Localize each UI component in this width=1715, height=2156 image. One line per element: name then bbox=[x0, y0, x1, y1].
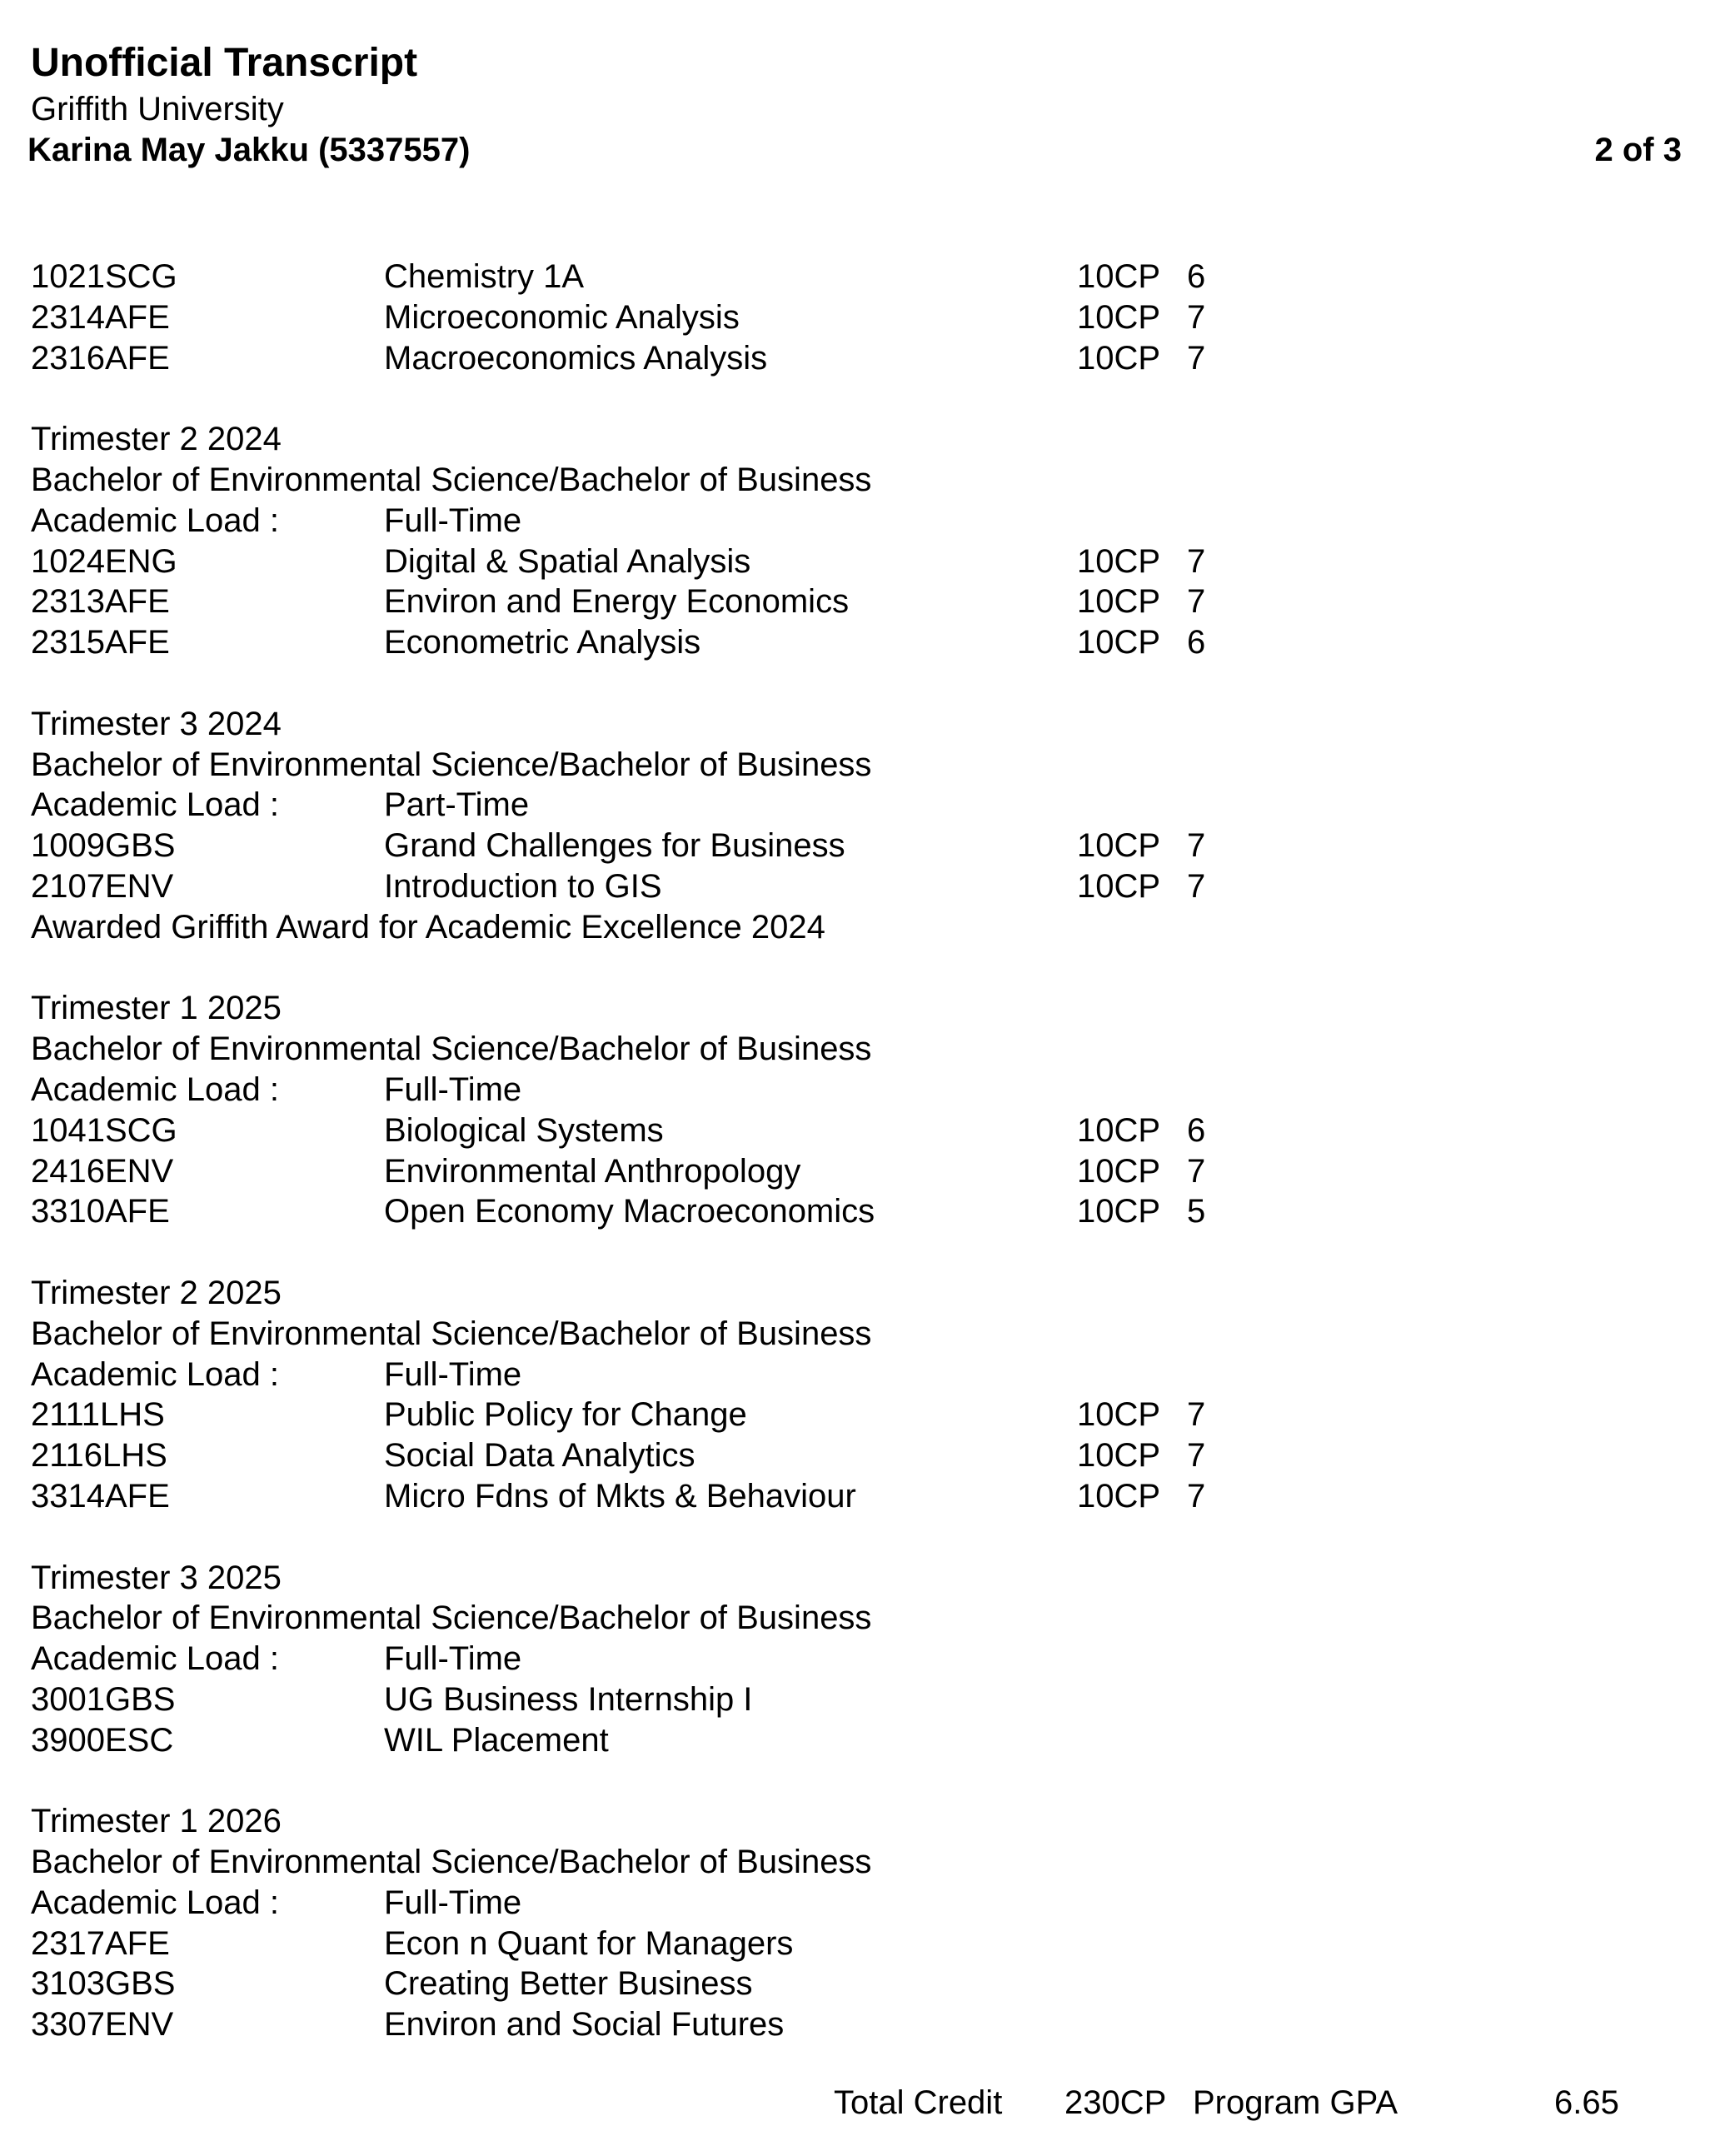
course-code: 2315AFE bbox=[31, 624, 170, 661]
course-code: 1024ENG bbox=[31, 542, 177, 580]
program-line bbox=[31, 1842, 1697, 1883]
course-credit-points: 10CP bbox=[1077, 1477, 1161, 1515]
carryover-section bbox=[31, 257, 1697, 378]
program-name: Bachelor of Environmental Science/Bachelor of Business bbox=[31, 1600, 872, 1637]
award-note-row bbox=[31, 907, 1697, 948]
course-credit-points: 10CP bbox=[1077, 583, 1161, 621]
course-code: 2317AFE bbox=[31, 1924, 170, 1962]
course-grade: 5 bbox=[1187, 1193, 1206, 1230]
course-title: Digital & Spatial Analysis bbox=[384, 542, 751, 580]
course-grade: 6 bbox=[1187, 258, 1206, 295]
course-title: Social Data Analytics bbox=[384, 1437, 695, 1475]
term-section bbox=[31, 1801, 1697, 2045]
term-heading bbox=[31, 704, 1697, 745]
academic-load-label: Academic Load : bbox=[31, 1355, 279, 1393]
program-line bbox=[31, 460, 1697, 501]
academic-load-value: Full-Time bbox=[384, 1640, 522, 1678]
course-row bbox=[31, 2004, 1697, 2045]
course-row bbox=[31, 1395, 1697, 1435]
course-code: 2313AFE bbox=[31, 583, 170, 621]
course-code: 1041SCG bbox=[31, 1111, 177, 1149]
course-row bbox=[31, 1679, 1697, 1720]
section-gap bbox=[31, 378, 1697, 419]
term-name: Trimester 2 2024 bbox=[31, 421, 282, 458]
course-grade: 7 bbox=[1187, 827, 1206, 865]
course-credit-points: 10CP bbox=[1077, 1152, 1161, 1190]
academic-load-label: Academic Load : bbox=[31, 1640, 279, 1678]
section-gap bbox=[31, 1760, 1697, 1801]
course-title: Creating Better Business bbox=[384, 1965, 753, 2003]
total-credit-value: 230CP bbox=[1064, 2084, 1167, 2121]
course-code: 1021SCG bbox=[31, 258, 177, 295]
course-row bbox=[31, 297, 1697, 338]
course-grade: 7 bbox=[1187, 339, 1206, 377]
course-title: UG Business Internship I bbox=[384, 1680, 753, 1718]
term-heading bbox=[31, 1801, 1697, 1842]
course-title: Environmental Anthropology bbox=[384, 1152, 801, 1190]
academic-load-value: Full-Time bbox=[384, 1071, 522, 1108]
course-code: 3900ESC bbox=[31, 1721, 174, 1759]
program-line bbox=[31, 1598, 1697, 1639]
term-section bbox=[31, 988, 1697, 1232]
academic-load-label: Academic Load : bbox=[31, 1071, 279, 1108]
course-code: 3310AFE bbox=[31, 1193, 170, 1230]
course-code: 2416ENV bbox=[31, 1152, 174, 1190]
academic-load-row bbox=[31, 1883, 1697, 1924]
course-grade: 7 bbox=[1187, 867, 1206, 905]
program-name: Bachelor of Environmental Science/Bachelor of Business bbox=[31, 1031, 872, 1068]
course-grade: 7 bbox=[1187, 1152, 1206, 1190]
academic-load-value: Part-Time bbox=[384, 786, 530, 824]
transcript-body bbox=[31, 257, 1697, 2045]
course-row bbox=[31, 581, 1697, 622]
course-credit-points: 10CP bbox=[1077, 1111, 1161, 1149]
course-row bbox=[31, 1720, 1697, 1761]
course-code: 1009GBS bbox=[31, 827, 176, 865]
course-code: 3314AFE bbox=[31, 1477, 170, 1515]
award-note: Awarded Griffith Award for Academic Excellence 2024 bbox=[31, 908, 825, 946]
program-name: Bachelor of Environmental Science/Bachelor of Business bbox=[31, 461, 872, 498]
course-row bbox=[31, 826, 1697, 866]
section-gap bbox=[31, 663, 1697, 704]
section-gap bbox=[31, 1517, 1697, 1558]
program-line bbox=[31, 745, 1697, 786]
course-title: Chemistry 1A bbox=[384, 258, 585, 295]
course-code: 3001GBS bbox=[31, 1680, 176, 1718]
academic-load-row bbox=[31, 1355, 1697, 1395]
course-grade: 7 bbox=[1187, 583, 1206, 621]
course-grade: 6 bbox=[1187, 1111, 1206, 1149]
term-heading bbox=[31, 1558, 1697, 1599]
course-title: Introduction to GIS bbox=[384, 867, 662, 905]
course-code: 2111LHS bbox=[31, 1396, 165, 1434]
course-code: 3103GBS bbox=[31, 1965, 176, 2003]
course-credit-points: 10CP bbox=[1077, 1396, 1161, 1434]
course-code: 3307ENV bbox=[31, 2006, 174, 2044]
course-row bbox=[31, 866, 1697, 907]
program-gpa-label: Program GPA bbox=[1193, 2084, 1398, 2121]
course-title: Grand Challenges for Business bbox=[384, 827, 845, 865]
program-name: Bachelor of Environmental Science/Bachelor of Business bbox=[31, 746, 872, 783]
academic-load-row bbox=[31, 501, 1697, 541]
course-title: Microeconomic Analysis bbox=[384, 298, 740, 336]
page-number: 2 of 3 bbox=[1594, 132, 1682, 168]
course-code: 2116LHS bbox=[31, 1437, 167, 1475]
course-title: Econ n Quant for Managers bbox=[384, 1924, 794, 1962]
course-row bbox=[31, 1110, 1697, 1151]
academic-load-label: Academic Load : bbox=[31, 502, 279, 539]
program-line bbox=[31, 1029, 1697, 1070]
academic-load-row bbox=[31, 1070, 1697, 1110]
course-credit-points: 10CP bbox=[1077, 298, 1161, 336]
term-name: Trimester 1 2025 bbox=[31, 990, 282, 1027]
course-title: Environ and Energy Economics bbox=[384, 583, 850, 621]
course-credit-points: 10CP bbox=[1077, 867, 1161, 905]
term-name: Trimester 2 2025 bbox=[31, 1274, 282, 1311]
course-row bbox=[31, 622, 1697, 663]
course-credit-points: 10CP bbox=[1077, 542, 1161, 580]
total-credit-label: Total Credit bbox=[834, 2084, 1003, 2121]
course-grade: 7 bbox=[1187, 542, 1206, 580]
section-gap bbox=[31, 1232, 1697, 1273]
course-row bbox=[31, 541, 1697, 582]
term-heading bbox=[31, 1273, 1697, 1314]
course-title: Econometric Analysis bbox=[384, 624, 701, 661]
course-credit-points: 10CP bbox=[1077, 827, 1161, 865]
course-row bbox=[31, 1435, 1697, 1476]
course-credit-points: 10CP bbox=[1077, 1437, 1161, 1475]
program-name: Bachelor of Environmental Science/Bachelor of Business bbox=[31, 1844, 872, 1881]
course-title: WIL Placement bbox=[384, 1721, 609, 1759]
course-grade: 6 bbox=[1187, 624, 1206, 661]
course-grade: 7 bbox=[1187, 1437, 1206, 1475]
course-credit-points: 10CP bbox=[1077, 624, 1161, 661]
document-title: Unofficial Transcript bbox=[31, 41, 418, 85]
course-title: Biological Systems bbox=[384, 1111, 664, 1149]
course-title: Micro Fdns of Mkts & Behaviour bbox=[384, 1477, 856, 1515]
course-grade: 7 bbox=[1187, 1396, 1206, 1434]
course-code: 2314AFE bbox=[31, 298, 170, 336]
course-row bbox=[31, 257, 1697, 297]
academic-load-label: Academic Load : bbox=[31, 786, 279, 824]
student-name-id: Karina May Jakku (5337557) bbox=[27, 132, 471, 168]
course-code: 2107ENV bbox=[31, 867, 174, 905]
course-title: Public Policy for Change bbox=[384, 1396, 747, 1434]
academic-load-value: Full-Time bbox=[384, 1355, 522, 1393]
course-grade: 7 bbox=[1187, 298, 1206, 336]
course-title: Macroeconomics Analysis bbox=[384, 339, 768, 377]
section-gap bbox=[31, 948, 1697, 989]
term-heading bbox=[31, 988, 1697, 1029]
university-name: Griffith University bbox=[31, 91, 284, 127]
term-section bbox=[31, 419, 1697, 663]
term-name: Trimester 3 2024 bbox=[31, 705, 282, 742]
program-name: Bachelor of Environmental Science/Bachelor of Business bbox=[31, 1315, 872, 1352]
course-title: Open Economy Macroeconomics bbox=[384, 1193, 875, 1230]
academic-load-value: Full-Time bbox=[384, 502, 522, 539]
course-grade: 7 bbox=[1187, 1477, 1206, 1515]
course-row bbox=[31, 1476, 1697, 1517]
course-title: Environ and Social Futures bbox=[384, 2006, 785, 2044]
course-credit-points: 10CP bbox=[1077, 339, 1161, 377]
course-credit-points: 10CP bbox=[1077, 1193, 1161, 1230]
course-row bbox=[31, 1924, 1697, 1964]
term-section bbox=[31, 1273, 1697, 1517]
term-name: Trimester 3 2025 bbox=[31, 1559, 282, 1596]
term-section bbox=[31, 1558, 1697, 1761]
academic-load-label: Academic Load : bbox=[31, 1884, 279, 1921]
course-row bbox=[31, 1151, 1697, 1192]
course-credit-points: 10CP bbox=[1077, 258, 1161, 295]
term-heading bbox=[31, 419, 1697, 460]
program-line bbox=[31, 1314, 1697, 1355]
course-row bbox=[31, 338, 1697, 379]
term-name: Trimester 1 2026 bbox=[31, 1803, 282, 1840]
course-row bbox=[31, 1191, 1697, 1232]
academic-load-value: Full-Time bbox=[384, 1884, 522, 1921]
academic-load-row bbox=[31, 785, 1697, 826]
course-row bbox=[31, 1964, 1697, 2004]
program-gpa-value: 6.65 bbox=[1554, 2084, 1619, 2121]
academic-load-row bbox=[31, 1639, 1697, 1679]
term-section bbox=[31, 704, 1697, 948]
course-code: 2316AFE bbox=[31, 339, 170, 377]
